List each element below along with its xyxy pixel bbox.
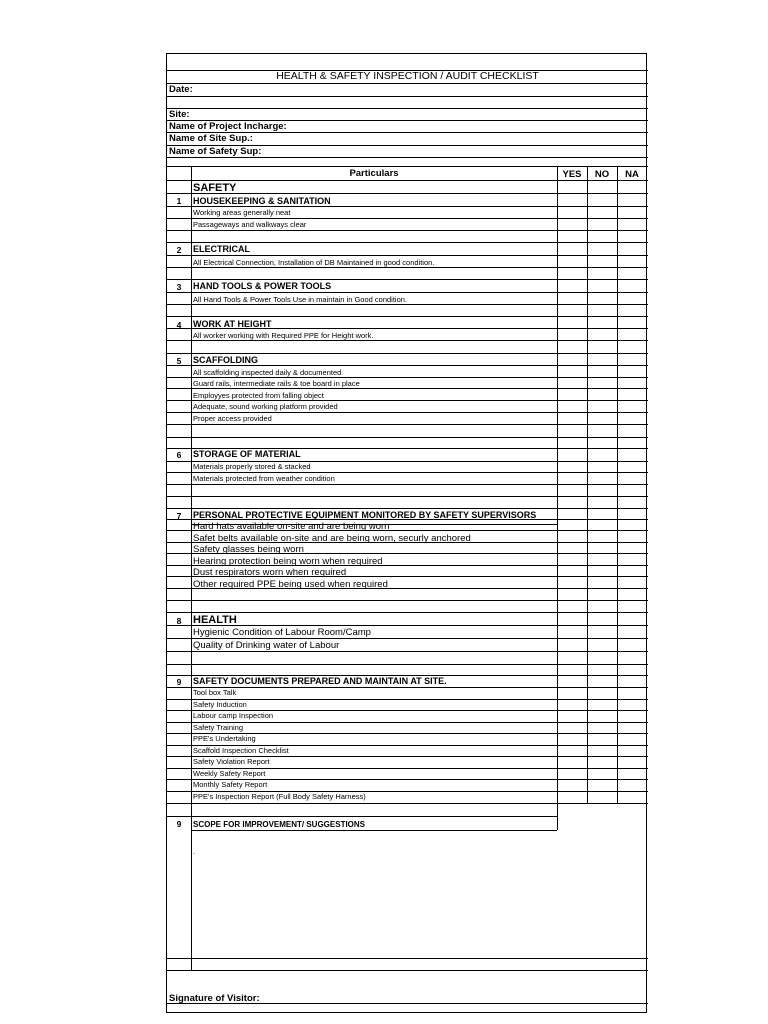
row-rule [167, 388, 648, 389]
checklist-sheet [166, 53, 647, 1013]
na-header: NA [625, 169, 639, 180]
checklist-item: Safety Induction [193, 700, 247, 709]
row-rule [191, 508, 557, 509]
row-rule [167, 484, 648, 485]
no-header: NO [594, 169, 610, 180]
row-rule [167, 612, 648, 613]
row-rule [167, 424, 648, 425]
row-rule [167, 340, 648, 341]
section-number: 3 [176, 282, 182, 292]
row-rule [167, 145, 648, 146]
row-rule [167, 472, 648, 473]
checklist-item: All Hand Tools & Power Tools Use in maintain in Good condition. [193, 295, 408, 304]
checklist-item: Materials properly stored & stacked [193, 462, 311, 471]
checklist-item: Labour camp Inspection [193, 711, 274, 720]
checklist-item: PPE's Undertaking [193, 734, 256, 743]
row-rule [167, 218, 648, 219]
row-rule [167, 588, 648, 589]
row-rule [167, 96, 648, 97]
row-rule [167, 400, 648, 401]
row-rule [191, 353, 557, 354]
checklist-item: Scaffold Inspection Checklist [193, 746, 289, 755]
row-rule [167, 756, 648, 757]
row-rule [191, 292, 557, 293]
row-rule [167, 166, 648, 167]
section-title: STORAGE OF MATERIAL [193, 449, 301, 459]
row-rule [191, 279, 557, 280]
checklist-item: All worker working with Required PPE for Height work. [193, 331, 374, 340]
row-rule [167, 193, 648, 194]
row-rule [167, 779, 648, 780]
checklist-item: Hard hats available on-site and are being worn [193, 521, 390, 532]
section-number: 5 [176, 356, 182, 366]
row-rule [167, 530, 648, 531]
checklist-item: Hygienic Condition of Labour Room/Camp [193, 627, 371, 638]
column-rule [557, 816, 558, 830]
row-rule [167, 651, 648, 652]
row-rule [191, 365, 557, 366]
yes-header: YES [562, 169, 582, 180]
safety-sup-label: Name of Safety Sup: [169, 146, 262, 157]
column-rule [617, 166, 618, 803]
column-rule [191, 166, 192, 970]
row-rule [167, 745, 648, 746]
row-rule [191, 687, 557, 688]
row-rule [167, 437, 648, 438]
row-rule [167, 625, 648, 626]
row-rule [167, 304, 648, 305]
row-rule [167, 108, 648, 109]
checklist-item: Safety Violation Report [193, 757, 270, 766]
row-rule [191, 638, 557, 639]
row-rule [191, 830, 557, 831]
section-number: 9 [176, 677, 182, 687]
section-title: HEALTH [193, 614, 237, 626]
row-rule [191, 206, 557, 207]
row-rule [167, 83, 648, 84]
checklist-item: Passageways and walkways clear [193, 220, 307, 229]
row-rule [191, 328, 557, 329]
section-number: 6 [176, 450, 182, 460]
section-number: 2 [176, 245, 182, 255]
row-rule [167, 576, 648, 577]
row-rule [167, 733, 648, 734]
row-rule [167, 377, 648, 378]
checklist-item: Monthly Safety Report [193, 780, 268, 789]
checklist-item: Proper access provided [193, 414, 272, 423]
section-title: HOUSEKEEPING & SANITATION [193, 196, 331, 206]
checklist-item: PPE's Inspection Report (Full Body Safety Harness) [193, 792, 366, 801]
section-number: 8 [176, 616, 182, 626]
checklist-item: Quality of Drinking water of Labour [193, 640, 340, 651]
row-rule [167, 970, 648, 971]
section-title: SCAFFOLDING [193, 355, 258, 365]
row-rule [167, 230, 648, 231]
column-rule [587, 166, 588, 803]
checklist-item: Weekly Safety Report [193, 769, 266, 778]
checklist-item: Materials protected from weather condition [193, 474, 335, 483]
project-incharge-label: Name of Project Incharge: [169, 121, 287, 132]
row-rule [167, 542, 648, 543]
row-rule [167, 710, 648, 711]
row-rule [167, 664, 648, 665]
checklist-item: All Electrical Connection, Installation of DB Maintained in good condition. [193, 258, 435, 267]
row-rule [191, 448, 557, 449]
row-rule [191, 675, 557, 676]
checklist-item: Safety Training [193, 723, 244, 732]
row-rule [167, 180, 648, 181]
checklist-item: Adequate, sound working platform provided [193, 402, 338, 411]
row-rule [191, 255, 557, 256]
section-number: 9 [176, 819, 182, 829]
site-label: Site: [169, 109, 190, 120]
section-title: SAFETY DOCUMENTS PREPARED AND MAINTAIN AT SITE. [193, 676, 447, 686]
row-rule [167, 600, 648, 601]
row-rule [167, 565, 648, 566]
row-rule [191, 524, 557, 525]
particulars-header: Particulars [349, 168, 399, 179]
row-rule [167, 803, 648, 804]
row-rule [167, 768, 648, 769]
row-rule [167, 496, 648, 497]
row-rule [191, 242, 557, 243]
section-title: WORK AT HEIGHT [193, 319, 272, 329]
site-sup-label: Name of Site Sup.: [169, 133, 253, 144]
checklist-item: Working areas generally neat [193, 208, 291, 217]
checklist-item: All scaffolding inspected daily & documented [193, 368, 342, 377]
section-title: ELECTRICAL [193, 244, 250, 254]
checklist-item: Hearing protection being worn when required [193, 556, 383, 567]
checklist-item: Guard rails, intermediate rails & toe board in place [193, 379, 360, 388]
row-rule [167, 157, 648, 158]
row-rule [167, 132, 648, 133]
checklist-item: Tool box Talk [193, 688, 237, 697]
row-rule [191, 316, 557, 317]
checklist-item: Employyes protected from falling object [193, 391, 324, 400]
section-title: SCOPE FOR IMPROVEMENT/ SUGGESTIONS [193, 820, 366, 829]
row-rule [167, 699, 648, 700]
column-rule [557, 166, 558, 816]
date-label: Date: [169, 84, 193, 95]
safety-heading: SAFETY [193, 182, 237, 194]
section-title: PERSONAL PROTECTIVE EQUIPMENT MONITORED BY SAFETY SUPERVISORS [193, 510, 537, 520]
checklist-item: Other required PPE being used when required [193, 579, 388, 590]
section-title: HAND TOOLS & POWER TOOLS [193, 281, 332, 291]
row-rule [167, 120, 648, 121]
checklist-item: Safety glasses being worn [193, 544, 304, 555]
row-rule [167, 958, 648, 959]
row-rule [167, 553, 648, 554]
row-rule [167, 267, 648, 268]
section-number: 7 [176, 511, 182, 521]
row-rule [167, 519, 648, 520]
suggestions-text: . [193, 849, 195, 856]
row-rule [167, 70, 648, 71]
checklist-title: HEALTH & SAFETY INSPECTION / AUDIT CHECKLIST [276, 70, 539, 82]
row-rule [167, 722, 648, 723]
row-rule [191, 461, 557, 462]
section-number: 4 [176, 320, 182, 330]
row-rule [167, 816, 557, 817]
checklist-item: Safet belts available on-site and are being worn, securly anchored [193, 533, 471, 544]
checklist-item: Dust respirators worn when required [193, 567, 347, 578]
section-number: 1 [176, 196, 182, 206]
signature-label: Signature of Visitor: [169, 993, 260, 1004]
row-rule [167, 791, 648, 792]
row-rule [167, 412, 648, 413]
row-rule [167, 1003, 648, 1004]
